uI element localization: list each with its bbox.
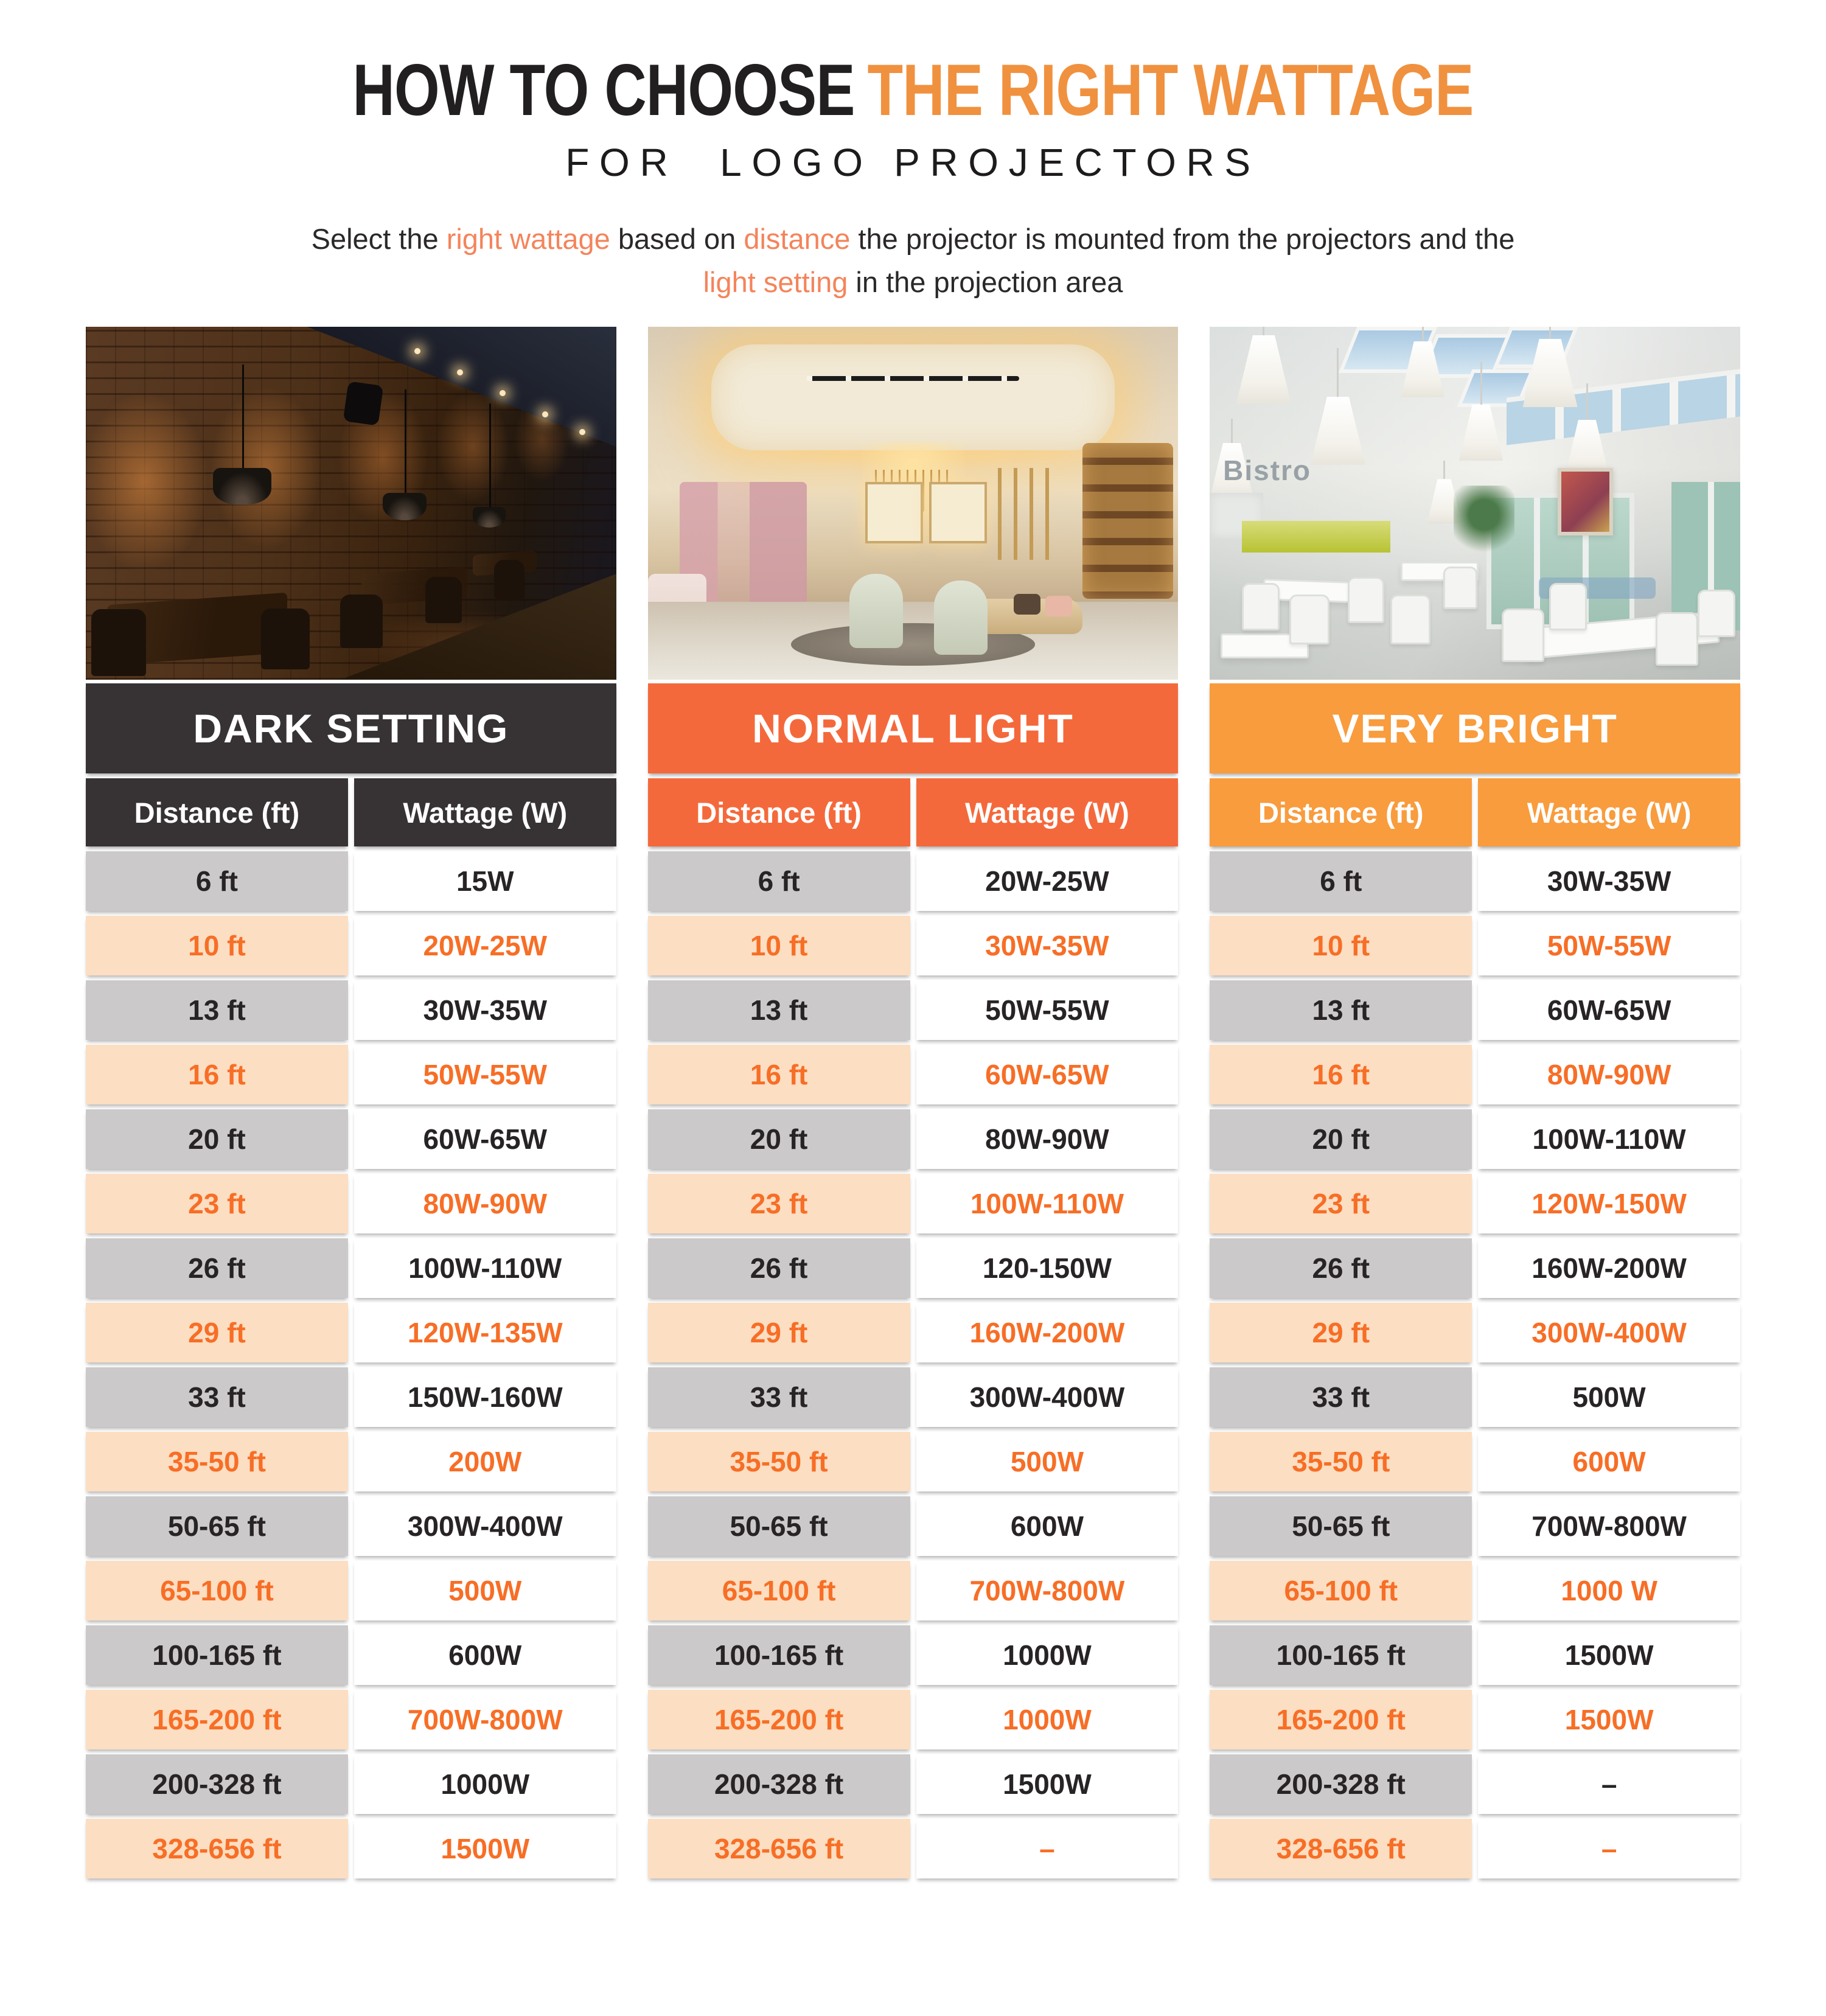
chair-shape: [91, 609, 146, 676]
description: [116, 218, 1710, 304]
distance-cell: 328-656 ft: [1210, 1819, 1472, 1878]
distance-cell: 10 ft: [86, 916, 348, 975]
table-row: [1210, 1432, 1740, 1491]
table-row: [648, 1238, 1179, 1298]
distance-cell: 20 ft: [1210, 1109, 1472, 1169]
wattage-cell: 20W-25W: [354, 916, 616, 975]
wattage-cell: 30W-35W: [354, 980, 616, 1040]
wattage-cell: 100W-110W: [916, 1174, 1179, 1233]
description-text: based on: [610, 223, 744, 255]
chair-shape: [1698, 590, 1735, 637]
pillow-shape: [1045, 596, 1072, 616]
wattage-cell: 1500W: [1478, 1625, 1740, 1685]
table-rows: [86, 851, 616, 1878]
table-title-very-bright: VERY BRIGHT: [1210, 683, 1740, 773]
column-header-distance: Distance (ft): [1210, 778, 1472, 846]
wattage-cell: 500W: [916, 1432, 1179, 1491]
wattage-cell: 1500W: [354, 1819, 616, 1878]
pendant-lamp-shape: [213, 468, 271, 504]
lit-cabinet-shape: [865, 482, 923, 543]
description-text: in the projection area: [848, 265, 1123, 298]
lit-cabinet-shape: [929, 482, 987, 543]
table-row: [1210, 1238, 1740, 1298]
wattage-cell: 80W-90W: [1478, 1045, 1740, 1104]
page-title: [183, 0, 1643, 131]
distance-cell: 328-656 ft: [86, 1819, 348, 1878]
wattage-cell: 50W-55W: [916, 980, 1179, 1040]
spotlight-dot: [542, 411, 548, 417]
table-row: [86, 1109, 616, 1169]
table-row: [1210, 1819, 1740, 1878]
distance-cell: 6 ft: [86, 851, 348, 911]
description-line-1: [312, 223, 1515, 255]
table-row: [86, 1174, 616, 1233]
distance-cell: 23 ft: [648, 1174, 910, 1233]
distance-cell: 26 ft: [1210, 1238, 1472, 1298]
light-track-shape: [807, 376, 1019, 381]
table-row: [648, 980, 1179, 1040]
column-header-distance: Distance (ft): [648, 778, 910, 846]
page-subtitle: FOR LOGO PROJECTORS: [565, 141, 1261, 184]
wattage-cell: 15W: [354, 851, 616, 911]
photo-dark-restaurant: [86, 327, 616, 680]
distance-cell: 29 ft: [86, 1303, 348, 1362]
column-header-distance: Distance (ft): [86, 778, 348, 846]
distance-cell: 328-656 ft: [648, 1819, 910, 1878]
table-row: [1210, 980, 1740, 1040]
armchair-shape: [849, 574, 903, 648]
table-row: [648, 1819, 1179, 1878]
wattage-cell: 80W-90W: [916, 1109, 1179, 1169]
wattage-cell: 100W-110W: [1478, 1109, 1740, 1169]
distance-cell: 35-50 ft: [648, 1432, 910, 1491]
table-row: [648, 1174, 1179, 1233]
table-row: [1210, 1367, 1740, 1427]
distance-cell: 13 ft: [648, 980, 910, 1040]
pillow-shape: [1014, 594, 1040, 615]
wattage-cell: 30W-35W: [916, 916, 1179, 975]
spotlight-dot: [579, 429, 585, 435]
wattage-cell: 600W: [354, 1625, 616, 1685]
distance-cell: 23 ft: [1210, 1174, 1472, 1233]
distance-cell: 20 ft: [648, 1109, 910, 1169]
distance-cell: 165-200 ft: [86, 1690, 348, 1749]
tables-container: [86, 327, 1740, 1878]
wattage-cell: 60W-65W: [916, 1045, 1179, 1104]
table-row: [1210, 1561, 1740, 1620]
distance-cell: 33 ft: [86, 1367, 348, 1427]
wattage-cell: 1000W: [354, 1754, 616, 1814]
wattage-cell: 1000W: [916, 1625, 1179, 1685]
wattage-cell: 30W-35W: [1478, 851, 1740, 911]
table-row: [648, 1625, 1179, 1685]
chair-shape: [340, 595, 383, 648]
painting-shape: [1558, 468, 1612, 535]
pendant-lamp-shape: [1459, 362, 1503, 461]
table-row: [648, 1690, 1179, 1749]
pendant-lamp-shape: [1565, 383, 1609, 476]
table-row: [86, 1238, 616, 1298]
armchair-shape: [934, 581, 988, 655]
pendant-lamp-shape: [473, 507, 506, 528]
table-title-dark-setting: DARK SETTING: [86, 683, 616, 773]
wattage-cell: 700W-800W: [916, 1561, 1179, 1620]
table-row: [86, 1367, 616, 1427]
wattage-cell: 60W-65W: [354, 1109, 616, 1169]
table-row: [648, 1045, 1179, 1104]
wattage-cell: 160W-200W: [1478, 1238, 1740, 1298]
distance-cell: 200-328 ft: [86, 1754, 348, 1814]
wall-speaker-shape: [343, 381, 384, 425]
title-part-black: HOW TO CHOOSE: [352, 49, 855, 131]
table-rows: [1210, 851, 1740, 1878]
chair-shape: [1549, 583, 1587, 630]
wattage-cell: –: [1478, 1754, 1740, 1814]
table-row: [86, 980, 616, 1040]
gold-arch-shape: [998, 468, 1051, 560]
description-text: Select the: [311, 223, 447, 255]
chair-shape: [1502, 609, 1544, 662]
table-row: [1210, 1303, 1740, 1362]
table-row: [86, 1819, 616, 1878]
wattage-cell: 50W-55W: [1478, 916, 1740, 975]
table-card-normal-light: [648, 327, 1179, 1878]
chair-shape: [425, 577, 462, 623]
distance-cell: 16 ft: [648, 1045, 910, 1104]
table-row: [86, 1496, 616, 1556]
table-row: [1210, 1625, 1740, 1685]
distance-cell: 29 ft: [648, 1303, 910, 1362]
table-row: [86, 916, 616, 975]
distance-cell: 13 ft: [1210, 980, 1472, 1040]
ceiling-shape: [287, 327, 616, 447]
table-row: [1210, 1174, 1740, 1233]
table-row: [86, 1045, 616, 1104]
table-row: [648, 851, 1179, 911]
column-header-wattage: Wattage (W): [354, 778, 616, 846]
display-shelf-shape: [1082, 443, 1173, 598]
table-row: [86, 851, 616, 911]
wattage-cell: 300W-400W: [1478, 1303, 1740, 1362]
wattage-cell: 80W-90W: [354, 1174, 616, 1233]
table-row: [648, 1367, 1179, 1427]
table-row: [1210, 1754, 1740, 1814]
distance-cell: 26 ft: [86, 1238, 348, 1298]
wattage-cell: 1000 W: [1478, 1561, 1740, 1620]
table-row: [1210, 851, 1740, 911]
column-header-wattage: Wattage (W): [916, 778, 1179, 846]
wattage-cell: 120-150W: [916, 1238, 1179, 1298]
wattage-cell: 20W-25W: [916, 851, 1179, 911]
table-row: [1210, 1045, 1740, 1104]
description-text: the projector is mounted from the projectors and the: [850, 223, 1515, 255]
wattage-cell: 600W: [916, 1496, 1179, 1556]
distance-cell: 6 ft: [648, 851, 910, 911]
wattage-cell: 150W-160W: [354, 1367, 616, 1427]
wattage-cell: 300W-400W: [916, 1367, 1179, 1427]
table-row: [648, 916, 1179, 975]
distance-cell: 35-50 ft: [1210, 1432, 1472, 1491]
table-row: [648, 1303, 1179, 1362]
wattage-cell: 160W-200W: [916, 1303, 1179, 1362]
distance-cell: 65-100 ft: [648, 1561, 910, 1620]
plant-shape: [1454, 486, 1514, 559]
wattage-cell: 600W: [1478, 1432, 1740, 1491]
pendant-lamp-shape: [1236, 327, 1291, 403]
distance-cell: 100-165 ft: [1210, 1625, 1472, 1685]
distance-cell: 10 ft: [648, 916, 910, 975]
ceiling-panel-shape: [711, 344, 1114, 450]
table-row: [648, 1432, 1179, 1491]
chair-shape: [1656, 612, 1698, 666]
distance-cell: 33 ft: [648, 1367, 910, 1427]
distance-cell: 29 ft: [1210, 1303, 1472, 1362]
wattage-cell: 1500W: [916, 1754, 1179, 1814]
photo-retail-interior: [648, 327, 1179, 680]
distance-cell: 6 ft: [1210, 851, 1472, 911]
wattage-cell: 200W: [354, 1432, 616, 1491]
pendant-lamp-shape: [383, 493, 427, 520]
distance-cell: 165-200 ft: [648, 1690, 910, 1749]
distance-cell: 200-328 ft: [1210, 1754, 1472, 1814]
distance-cell: 100-165 ft: [648, 1625, 910, 1685]
column-headers: [648, 778, 1179, 846]
table-card-very-bright: [1210, 327, 1740, 1878]
distance-cell: 50-65 ft: [1210, 1496, 1472, 1556]
table-row: [1210, 1109, 1740, 1169]
table-row: [86, 1690, 616, 1749]
wattage-cell: 700W-800W: [1478, 1496, 1740, 1556]
table-row: [1210, 1496, 1740, 1556]
chair-shape: [1348, 577, 1384, 623]
wattage-cell: 120W-150W: [1478, 1174, 1740, 1233]
description-highlight: light setting: [703, 265, 848, 298]
chair-shape: [1390, 595, 1430, 644]
description-highlight: distance: [744, 223, 851, 255]
table-row: [86, 1432, 616, 1491]
wattage-cell: 120W-135W: [354, 1303, 616, 1362]
chair-shape: [1242, 583, 1280, 630]
bistro-sign-text: Bistro: [1223, 454, 1312, 486]
column-headers: [1210, 778, 1740, 846]
wattage-cell: 1000W: [916, 1690, 1179, 1749]
distance-cell: 13 ft: [86, 980, 348, 1040]
table-card-dark-setting: [86, 327, 616, 1878]
table-row: [1210, 1690, 1740, 1749]
distance-cell: 16 ft: [86, 1045, 348, 1104]
table-title-normal-light: NORMAL LIGHT: [648, 683, 1179, 773]
wattage-cell: 1500W: [1478, 1690, 1740, 1749]
table-row: [86, 1754, 616, 1814]
wattage-cell: 500W: [354, 1561, 616, 1620]
title-part-orange: THE RIGHT WATTAGE: [867, 49, 1474, 131]
distance-cell: 10 ft: [1210, 916, 1472, 975]
table-row: [1210, 916, 1740, 975]
green-counter-shape: [1242, 521, 1390, 553]
pendant-lamp-shape: [1401, 327, 1444, 397]
chair-shape: [494, 560, 524, 599]
distance-cell: 26 ft: [648, 1238, 910, 1298]
wattage-cell: 300W-400W: [354, 1496, 616, 1556]
wattage-cell: 100W-110W: [354, 1238, 616, 1298]
table-row: [86, 1561, 616, 1620]
chair-shape: [1443, 567, 1477, 609]
table-row: [648, 1496, 1179, 1556]
distance-cell: 200-328 ft: [648, 1754, 910, 1814]
distance-cell: 165-200 ft: [1210, 1690, 1472, 1749]
distance-cell: 20 ft: [86, 1109, 348, 1169]
table-row: [86, 1303, 616, 1362]
wattage-cell: –: [1478, 1819, 1740, 1878]
chair-shape: [261, 609, 310, 669]
description-line-2: [703, 266, 1123, 298]
distance-cell: 33 ft: [1210, 1367, 1472, 1427]
table-row: [648, 1754, 1179, 1814]
table-row: [86, 1625, 616, 1685]
wattage-cell: 50W-55W: [354, 1045, 616, 1104]
pendant-lamp-shape: [1311, 348, 1365, 465]
photo-bright-bistro: [1210, 327, 1740, 680]
distance-cell: 16 ft: [1210, 1045, 1472, 1104]
distance-cell: 23 ft: [86, 1174, 348, 1233]
distance-cell: 50-65 ft: [86, 1496, 348, 1556]
table-row: [648, 1109, 1179, 1169]
distance-cell: 65-100 ft: [86, 1561, 348, 1620]
distance-cell: 35-50 ft: [86, 1432, 348, 1491]
table-rows: [648, 851, 1179, 1878]
description-highlight: right wattage: [446, 223, 610, 255]
chair-shape: [1289, 595, 1329, 644]
wattage-cell: 700W-800W: [354, 1690, 616, 1749]
column-headers: [86, 778, 616, 846]
column-header-wattage: Wattage (W): [1478, 778, 1740, 846]
wattage-cell: 500W: [1478, 1367, 1740, 1427]
spotlight-dot: [457, 369, 463, 375]
distance-cell: 100-165 ft: [86, 1625, 348, 1685]
wattage-cell: –: [916, 1819, 1179, 1878]
table-row: [648, 1561, 1179, 1620]
distance-cell: 50-65 ft: [648, 1496, 910, 1556]
distance-cell: 65-100 ft: [1210, 1561, 1472, 1620]
wattage-cell: 60W-65W: [1478, 980, 1740, 1040]
